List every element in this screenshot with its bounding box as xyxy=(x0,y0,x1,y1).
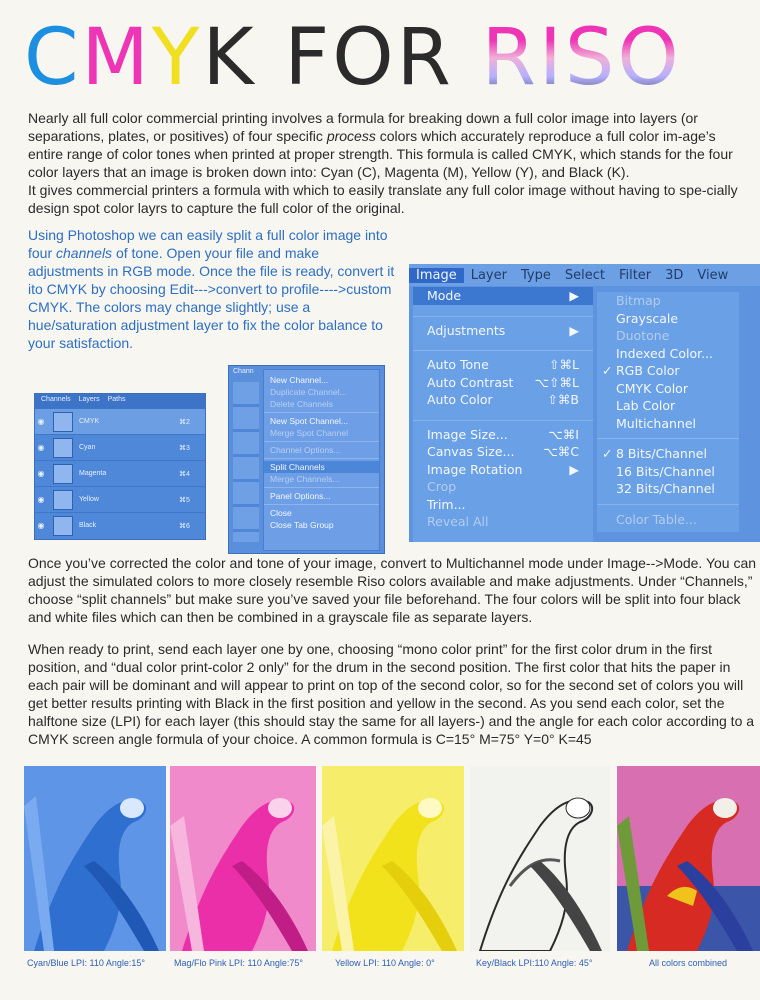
channels-context-menu xyxy=(263,369,380,551)
submenu-item-16-bits[interactable] xyxy=(597,463,739,481)
tab-paths[interactable]: Paths xyxy=(107,396,126,403)
photoshop-emphasis: channels xyxy=(56,245,113,261)
tab-channels[interactable]: Channels xyxy=(41,396,71,403)
menu-label: Image Rotation xyxy=(427,461,523,477)
menu-separator xyxy=(413,409,593,421)
channel-shortcut: ⌘3 xyxy=(179,444,190,452)
tab-layers[interactable]: Layers xyxy=(78,396,100,403)
intro-text-3: It gives commercial printers a formula with which to easily translate any full color image without having to spe-cially design spot color layrs to capture the full color of the original. xyxy=(28,182,738,216)
channel-thumbnail xyxy=(53,490,73,510)
menu-item-close-tab-group[interactable]: Close Tab Group xyxy=(270,520,334,530)
menu-label: Crop xyxy=(427,479,457,494)
chevron-right-icon: ▶ xyxy=(569,461,579,477)
caption-cyan: Cyan/Blue LPI: 110 Angle:15° xyxy=(27,958,146,968)
photoshop-text-1: Using Photoshop we can easily split a full color image into four xyxy=(28,227,388,261)
printing-paragraph: When ready to print, send each layer one by one, choosing “mono color print” for the first color drum in the first position, and “dual color print-color 2 only” for the drum in the second position. The first color that hits the paper in each pair will be dominant and will appear to print on top of the second color, so for the second set of colors you will get better results printing with Black in the first position and yellow in the second. As you send each color, set the halftone size (LPI) for each layer (this should stay the same for all layers-) and the angle for each color according to a CMYK screen angle formula of your choice. A common formula is C=15° M=75° Y=0° K=45 xyxy=(28,641,755,747)
black-parrot-image xyxy=(470,766,610,951)
menu-shortcut: ⌥⌘I xyxy=(548,426,579,442)
menu-shortcut: ⇧⌘L xyxy=(549,357,579,372)
channel-name: Black xyxy=(79,522,97,529)
menubar-view[interactable]: View xyxy=(697,267,729,283)
submenu-item-duotone[interactable] xyxy=(597,327,739,345)
menu-item-mode[interactable] xyxy=(413,287,593,305)
channel-shortcut: ⌘2 xyxy=(179,418,190,426)
title-letter-k: K xyxy=(202,13,257,103)
menu-item-image-size[interactable] xyxy=(413,426,593,444)
menu-label: Mode xyxy=(427,288,462,303)
panel-header: Chann xyxy=(233,368,254,375)
menu-shortcut: ⌥⇧⌘L xyxy=(534,374,579,390)
channel-name: Magenta xyxy=(79,470,107,477)
channels-tabs xyxy=(35,394,205,408)
menu-label: 16 Bits/Channel xyxy=(616,463,715,479)
intro-emphasis: process xyxy=(326,128,376,144)
title-word-for: FOR xyxy=(256,13,482,103)
photoshop-instructions xyxy=(28,226,398,352)
menu-label: Lab Color xyxy=(616,398,676,413)
multichannel-paragraph: Once you’ve corrected the color and tone of your image, convert to Multichannel mode under Image-->Mode. You can adjust the simulated colors to more closely resemble Riso colors available and make adjustments. Under “Channels,” choose “split channels” but make sure you’ve saved your file beforehand. The four colors will be split into four black and white files which can then be combined in a grayscale file as separate layers. xyxy=(28,555,757,625)
title-letter-c: C xyxy=(24,13,82,103)
menu-label: 8 Bits/Channel xyxy=(616,446,707,461)
menu-label: Auto Tone xyxy=(427,357,489,372)
parrot-illustration xyxy=(24,766,166,951)
channel-thumbnail xyxy=(53,516,73,536)
submenu-item-grayscale[interactable] xyxy=(597,310,739,328)
channel-name: Yellow xyxy=(79,496,99,503)
check-icon: ✓ xyxy=(602,446,613,461)
menu-label: Auto Contrast xyxy=(427,374,514,390)
channel-name: CMYK xyxy=(79,418,100,425)
menu-separator xyxy=(597,438,739,439)
menu-item-channel-options[interactable]: Channel Options... xyxy=(270,445,341,455)
intro-text-1: Nearly all full color commercial printing involves a formula for breaking down a full color image into layers (or separations, plates, or positives) of four specific xyxy=(28,110,698,144)
menu-label: CMYK Color xyxy=(616,380,688,396)
menubar-type[interactable]: Type xyxy=(520,267,551,283)
chevron-right-icon: ▶ xyxy=(569,322,579,338)
caption-combined: All colors combined xyxy=(649,958,728,968)
channel-thumbnail xyxy=(53,464,73,484)
check-icon: ✓ xyxy=(602,363,613,378)
menu-item-new-spot-channel[interactable]: New Spot Channel... xyxy=(270,416,348,426)
menu-item-trim[interactable] xyxy=(413,496,593,514)
title-word-riso: RISO xyxy=(481,13,682,103)
yellow-parrot-image xyxy=(322,766,464,951)
menubar-layer[interactable]: Layer xyxy=(470,267,507,283)
caption-magenta: Mag/Flo Pink LPI: 110 Angle:75° xyxy=(174,958,304,968)
intro-text-2: colors which accurately reproduce a full color im-age’s entire range of color tones when printed at proper strength. This formula is called CMYK, which stands for the four color layers that an image is broken down into: Cyan (C), Magenta (M), Yellow (Y), and Black (K). xyxy=(28,128,733,180)
channel-row[interactable] xyxy=(35,486,205,512)
menu-item-canvas-size[interactable] xyxy=(413,443,593,461)
menu-item-adjustments[interactable] xyxy=(413,322,593,340)
menu-label: Multichannel xyxy=(616,415,697,431)
menubar-filter[interactable]: Filter xyxy=(618,267,652,283)
eye-icon[interactable]: ◉ xyxy=(37,521,45,530)
menu-label: Grayscale xyxy=(616,310,679,326)
menu-label: Bitmap xyxy=(616,293,661,308)
channel-shortcut: ⌘4 xyxy=(179,470,190,478)
title-letter-y: Y xyxy=(151,13,203,103)
menu-label: Canvas Size... xyxy=(427,444,515,459)
channel-shortcut: ⌘5 xyxy=(179,496,190,504)
menu-separator xyxy=(413,339,593,351)
menu-item-auto-color[interactable] xyxy=(413,391,593,409)
menu-shortcut: ⌥⌘C xyxy=(543,444,579,459)
cyan-parrot-image xyxy=(24,766,166,951)
parrot-illustration xyxy=(170,766,316,951)
menu-separator xyxy=(597,504,739,505)
channels-menu-screenshot xyxy=(228,365,385,554)
channel-row[interactable] xyxy=(35,460,205,486)
menu-item-reveal-all[interactable] xyxy=(413,513,593,531)
submenu-item-indexed-color[interactable] xyxy=(597,345,739,363)
menu-item-delete-channels[interactable]: Delete Channels xyxy=(270,399,333,409)
menu-label: Image Size... xyxy=(427,426,508,442)
combined-parrot-image xyxy=(617,766,760,951)
submenu-item-lab-color[interactable] xyxy=(597,397,739,415)
menu-item-panel-options[interactable]: Panel Options... xyxy=(270,491,331,501)
mode-submenu xyxy=(597,292,739,532)
menu-separator xyxy=(413,305,593,317)
menu-item-crop[interactable] xyxy=(413,478,593,496)
caption-yellow: Yellow LPI: 110 Angle: 0° xyxy=(335,958,435,968)
menu-label: Indexed Color... xyxy=(616,345,714,361)
channel-thumbnail xyxy=(53,412,73,432)
eye-icon[interactable]: ◉ xyxy=(37,417,45,426)
menu-item-image-rotation[interactable] xyxy=(413,461,593,479)
menu-label: 32 Bits/Channel xyxy=(616,481,715,496)
menubar-select[interactable]: Select xyxy=(564,267,605,283)
submenu-item-multichannel[interactable] xyxy=(597,415,739,433)
magenta-parrot-image xyxy=(170,766,316,951)
channel-row[interactable] xyxy=(35,434,205,460)
channel-row[interactable] xyxy=(35,408,205,434)
menu-item-merge-spot-channel[interactable]: Merge Spot Channel xyxy=(270,428,348,438)
menubar-3d[interactable]: 3D xyxy=(665,267,684,283)
menubar-image[interactable]: Image xyxy=(409,268,464,283)
menu-separator xyxy=(413,531,593,543)
submenu-item-cmyk-color[interactable] xyxy=(597,380,739,398)
image-menu xyxy=(413,287,593,542)
menu-item-auto-contrast[interactable] xyxy=(413,374,593,392)
eye-icon[interactable]: ◉ xyxy=(37,495,45,504)
panel-thumbnails xyxy=(233,382,259,542)
parrot-illustration xyxy=(617,766,760,951)
channel-name: Cyan xyxy=(79,444,96,451)
intro-paragraph xyxy=(28,109,754,217)
eye-icon[interactable]: ◉ xyxy=(37,469,45,478)
menu-label: Color Table... xyxy=(616,511,697,527)
eye-icon[interactable]: ◉ xyxy=(37,443,45,452)
caption-black: Key/Black LPI:110 Angle: 45° xyxy=(476,958,593,968)
menu-label: Adjustments xyxy=(427,322,506,338)
menu-label: Trim... xyxy=(427,496,466,512)
menu-item-new-channel[interactable]: New Channel... xyxy=(270,375,329,385)
menu-label: RGB Color xyxy=(616,363,680,378)
menu-item-merge-channels[interactable]: Merge Channels... xyxy=(270,474,340,484)
channel-row[interactable] xyxy=(35,512,205,538)
submenu-item-color-table[interactable] xyxy=(597,511,739,529)
image-mode-menu-screenshot xyxy=(409,264,760,542)
menu-item-duplicate-channel[interactable]: Duplicate Channel... xyxy=(270,387,347,397)
menu-item-auto-tone[interactable] xyxy=(413,356,593,374)
menu-item-split-channels[interactable]: Split Channels xyxy=(264,461,379,473)
channel-thumbnail xyxy=(53,438,73,458)
parrot-illustration xyxy=(470,766,610,951)
menu-label: Reveal All xyxy=(427,514,489,529)
menu-item-close[interactable]: Close xyxy=(270,508,292,518)
parrot-illustration xyxy=(322,766,464,951)
menu-label: Duotone xyxy=(616,328,670,343)
channels-panel xyxy=(34,393,206,540)
submenu-item-8-bits[interactable] xyxy=(597,445,739,463)
chevron-right-icon: ▶ xyxy=(569,288,579,303)
menu-shortcut: ⇧⌘B xyxy=(547,392,579,407)
channel-shortcut: ⌘6 xyxy=(179,522,190,530)
menu-bar xyxy=(409,264,760,286)
photoshop-text-2: of tone. Open your file and make adjustments in RGB mode. Once the file is ready, convert it ito CMYK by choosing Edit--->convert to profile---->custom CMYK. The colors may change slightly; use a hue/saturation adjustment layer to fix the color balance to your satisfaction. xyxy=(28,245,395,351)
submenu-item-32-bits[interactable] xyxy=(597,480,739,498)
page-title xyxy=(24,13,760,103)
submenu-item-bitmap[interactable] xyxy=(597,292,739,310)
menu-label: Auto Color xyxy=(427,392,493,407)
title-letter-m: M xyxy=(81,13,152,103)
submenu-item-rgb-color[interactable] xyxy=(597,362,739,380)
